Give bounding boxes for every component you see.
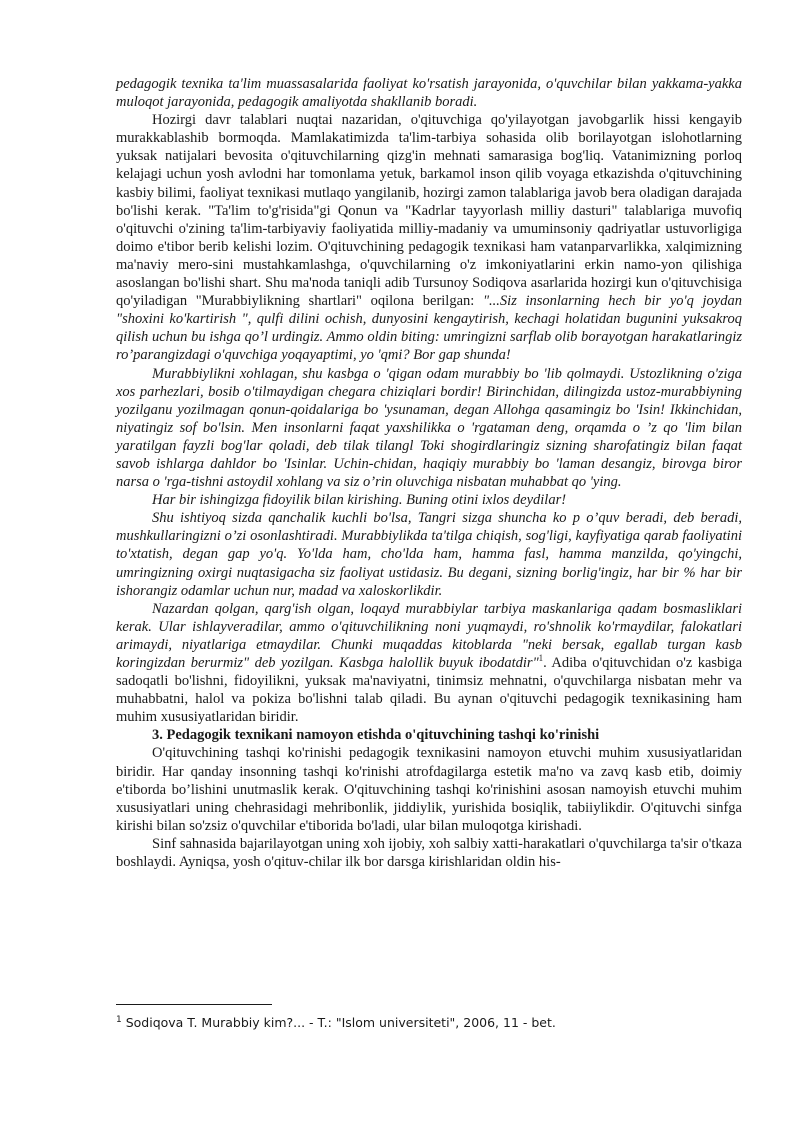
section-heading: 3. Pedagogik texnikani namoyon etishda o'qituvchining tashqi ko'rinishi [152, 727, 600, 744]
paragraph-careless-mentors [116, 600, 742, 727]
paragraph-responsibility [116, 111, 742, 364]
paragraph-careless-text: . Adiba o'qituvchidan o'z kasbiga sadoqatli bo'lishni, fidoyilikni, yuksak ma'naviyatni, tinimsiz mehnatni, o'quvchilarga nisbatan mehr va muhabbatni, halol va pokiza bo'lishni talab qiladi. Bu aynan o'qituvchi pedagogik texnikasining ham muhim xususiyatlaridan biridir. [116, 655, 742, 726]
paragraph-classroom: Sinf sahnasida bajarilayotgan uning xoh ijobiy, xoh salbiy xatti-harakatlari o'quvchilarga ta'sir o'tkaza boshlaydi. Ayniqsa, yosh o'qituv-chilar ilk bor darsga kirishlaridan oldin his- [116, 835, 742, 871]
paragraph-responsibility-text: Hozirgi davr talablari nuqtai nazaridan, o'qituvchiga qo'yilayotgan javobgarlik hissi kengayib murakkablashib bormoqda. Mamlakatimizda ta'lim-tarbiya sohasida olib borilayotgan islohotlarning yuksak natijalari bevosita o'qituvchilarning qizg'in mehnati samarasiga bog'liq. Vatanimizning porloq kelajagi uchun yosh avlodni har tomonlama yetuk, barkamol inson qilib voyaga etkazishda o'qituvchining kasbiy bilimi, faoliyat texnikasi mutlaqo yangilanib, hozirgi zamon talablariga javob bera oladigan darajada bo'lishi kerak. "Ta'lim to'g'risida"gi Qonun va "Kadrlar tayyorlash milliy dasturi" talablariga muvofiq o'qituvchi o'zining ta'lim-tarbiyaviy faoliyatida milliy-madaniy va umuminsoniy qadriyatlar ustuvorligiga doimo e'tibor berib kelishi lozim. O'qituvchining pedagogik texnikasi ham vatanparvarlikka, xalqimizning ma'naviy mero-sini mustahkamlashga, o'quvchilarning o'z imkoniyatlarini erkin namo-yon qilishiga asoslangan bo'lishi shart. Shu ma'noda taniqli adib Tursunoy Sodiqova asarlarida hozirgi kun o'qituvchisiga qo'yiladigan "Murabbiylikning shartlari" oqilona berilgan: [116, 112, 742, 310]
paragraph-careless-quote: Nazardan qolgan, qarg'ish olgan, loqayd murabbiylar tarbiya maskanlariga qadam bosmasliklari kerak. Ular ishlayveradilar, ammo o'qituvchilikning noni yuqmaydi, ro'shnolik ko'rmaydilar, falokatlari arimaydi, niyatlariga etmaydilar. Chunki muqaddas kitoblarda "neki bersak, egallab turgan kasb koringizdan berurmiz" deb yozilgan. Kasbga halollik buyuk ibodatdir" [116, 600, 742, 671]
footnote [116, 1015, 742, 1030]
paragraph-appearance: O'qituvchining tashqi ko'rinishi pedagogik texnikasini namoyon etuvchi muhim xususiyatlaridan biridir. Har qanday insonning tashqi ko'rinishi atrofdagilarga estetik ma'no va zavq kasb etib, doimiy e'tiborda bo’lishini unutmaslik kerak. O'qituvchining tashqi ko'rinishini asosan namoyish etuvchi muhim xususiyatlari uning chehrasidagi mehribonlik, jiddiylik, yurishida bosiqlik, tabiiylikdir. O'qituvchi sinfga kirishi bilan so'zsiz o'quvchilar e'tiborida bo'ladi, ular bilan muloqotga kirishadi. [116, 745, 742, 834]
footnote-text: Sodiqova T. Murabbiy kim?... - T.: "Islom universiteti", 2006, 11 - bet. [121, 1015, 556, 1030]
paragraph-intro: pedagogik texnika ta'lim muassasalarida faoliyat ko'rsatish jarayonida, o'quvchilar bilan yakkama-yakka muloqot jarayonida, pedagogik amaliyotda shakllanib boradi. [116, 76, 742, 111]
paragraph-devotion: Har bir ishingizga fidoyilik bilan kirishing. Buning otini ixlos deydilar! [152, 492, 567, 509]
footnote-reference[interactable]: 1 [538, 653, 544, 664]
paragraph-mentorship: Murabbiylikni xohlagan, shu kasbga o 'qigan odam murabbiy bo 'lib qolmaydi. Ustozlikning o'ziga xos parhezlari, bosib o'tilmaydigan chegara chiziqlari bordir! Birinchidan, dilingizda ustoz-murabbiyning yozilganu yozilmagan qonun-qoidalariga bo 'ysunaman, degan Allohga qasamingiz bo 'Isin! Ikkinchidan, niyatingiz sof bo'lsin. Men insonlarni faqat yaxshilikka o 'rgataman deng, orqamda o ’z qo 'lim bilan yaratilgan fayzli bog'lar qoladi, deb tilak tilangl Toki shogirdlaringiz sizning sharofatingiz bilan faqat savob ishlarga dahldor bo 'Isinlar. Uchin-chidan, haqiqiy murabbiy bo 'laman desangiz, birovga biror narsa o 'rga-tishni astoydil xohlang va siz o’rin oluvchiga nisbatan muhabbat qo 'ying. [116, 365, 742, 491]
footnote-mark: 1 [116, 1014, 122, 1025]
footnote-divider [116, 1004, 272, 1005]
paragraph-responsibility-quote: "...Siz insonlarning hech bir yo'q joydan "shoxini ko'kartirish ", qulfi dilini ochish, dunyosini kengaytirish, kechagi holatidan bugunini yuksakroq qilish uchun bu ishga qo’l urdingiz. Ammo oldin biting: umringizni sarflab olib borayotgan harakatlaringiz ro’parangizdagi o'quvchiga yoqayaptimi, yo 'qmi? Bor gap shunda! [116, 293, 742, 364]
paragraph-zeal: Shu ishtiyoq sizda qanchalik kuchli bo'lsa, Tangri sizga shuncha ko p o’quv beradi, deb beradi, mushkullaringizni o’zi osonlashtiradi. Murabbiylikda ta'tilga chiqish, sog'ligi, kayfiyatiga qarab faoliyatini to'xtatish, degan gap yo'q. Yo'lda ham, cho'lda ham, hamma fasl, hamma manzilda, qo'yingchi, umringizning oxirgi nuqtasigacha siz faoliyat ustidasiz. Bu degani, sizning borlig'ingiz, har bir % har bir ishorangiz odamlar uchun nur, madad va xaloskorlikdir. [116, 510, 742, 599]
document-body [116, 75, 742, 871]
